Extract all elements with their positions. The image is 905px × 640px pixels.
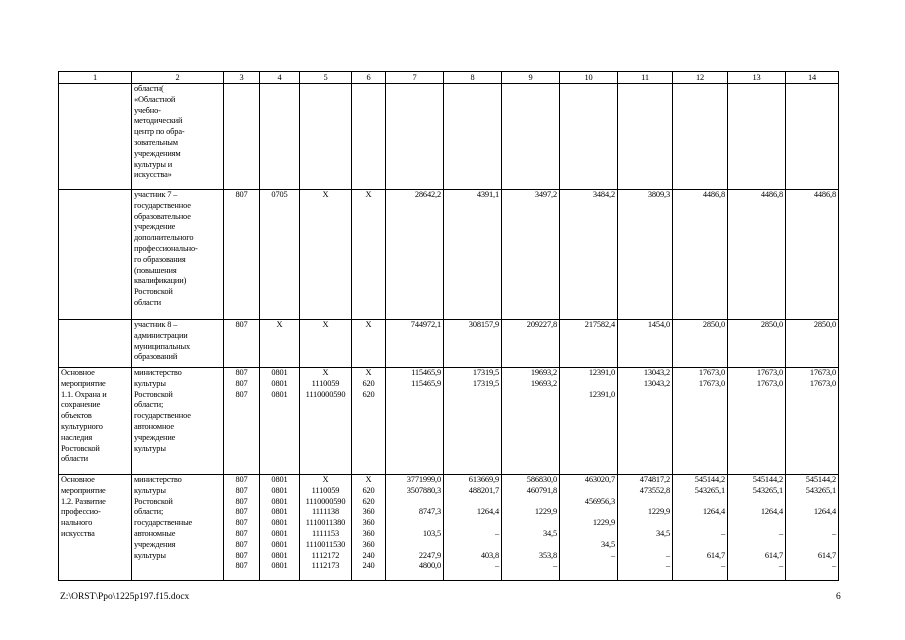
year-amount-cell — [502, 475, 560, 581]
grbs-code-cell: 807 — [224, 190, 260, 320]
table-row — [59, 475, 839, 581]
column-header: 3 — [224, 72, 260, 84]
total-amount-cell: 744972,1 — [386, 320, 444, 368]
column-header: 11 — [618, 72, 673, 84]
section-code-values: 0801 0801 0801 0801 0801 0801 0801 0801 0801 — [271, 475, 288, 571]
year-amount-cell — [618, 368, 673, 475]
year-amount-cell: 2850,0 — [728, 320, 786, 368]
total-amount-cell — [386, 84, 444, 190]
column-header: 12 — [673, 72, 728, 84]
grbs-code-cell: 807 — [224, 320, 260, 368]
year-amount-cell — [502, 84, 560, 190]
year-amount-cell: 3484,2 — [560, 190, 618, 320]
year-amount-cell — [728, 475, 786, 581]
page-number: 6 — [836, 592, 841, 602]
executor-cell: министерство культуры Ростовской области; государственное автономное учреждение культуры — [132, 368, 224, 475]
event-name-cell: Основное мероприятие 1.2. Развитие профессио- нального искусства — [59, 475, 132, 581]
event-name-cell: Основное мероприятие 1.1. Охрана и сохранение объектов культурного наследия Ростовской области — [59, 368, 132, 475]
amount-values: 586830,0 460791,8 1229,9 34,5 353,8 – — [526, 475, 557, 571]
table-row — [59, 368, 839, 475]
year-amount-cell — [673, 84, 728, 190]
column-header: 10 — [560, 72, 618, 84]
target-article-cell — [300, 368, 352, 475]
file-path-footer: Z:\ORST\Ppo\1225p197.f15.docx — [60, 592, 190, 602]
column-header: 14 — [786, 72, 839, 84]
amount-values: 17673,0 17673,0 — [698, 368, 725, 388]
expense-type-cell: X — [352, 190, 386, 320]
year-amount-cell — [618, 475, 673, 581]
expense-type-cell — [352, 368, 386, 475]
section-code-cell — [260, 475, 300, 581]
year-amount-cell — [786, 84, 839, 190]
target-article-cell — [300, 475, 352, 581]
expense-type-cell — [352, 475, 386, 581]
year-amount-cell: 1454,0 — [618, 320, 673, 368]
section-code-cell — [260, 84, 300, 190]
amount-values: 17673,0 17673,0 — [809, 368, 836, 388]
executor-cell: участник 8 – администрации муниципальных образований — [132, 320, 224, 368]
column-header: 1 — [59, 72, 132, 84]
amount-values: 13043,2 13043,2 — [643, 368, 670, 388]
amount-values: 545144,2 543265,1 1264,4 – 614,7 – — [752, 475, 783, 571]
executor-cell: областн( «Областной учебно- методический центр по обра- зовательным учреждениям культуры и искусства» — [132, 84, 224, 190]
year-amount-cell — [502, 368, 560, 475]
year-amount-cell: 308157,9 — [444, 320, 502, 368]
amount-values: 19693,2 19693,2 — [530, 368, 557, 388]
expense-type-cell — [352, 84, 386, 190]
table-row — [59, 320, 839, 368]
year-amount-cell: 4391,1 — [444, 190, 502, 320]
year-amount-cell: 3497,2 — [502, 190, 560, 320]
total-amount-cell: 28642,2 — [386, 190, 444, 320]
grbs-code-cell — [224, 84, 260, 190]
event-name-cell — [59, 190, 132, 320]
grbs-code-cell — [224, 368, 260, 475]
year-amount-cell — [560, 368, 618, 475]
column-header: 2 — [132, 72, 224, 84]
amount-values: 12391,0 12391,0 — [588, 368, 615, 399]
event-name-cell — [59, 84, 132, 190]
column-header: 13 — [728, 72, 786, 84]
year-amount-cell — [673, 475, 728, 581]
year-amount-cell: 2850,0 — [786, 320, 839, 368]
section-code-values: 0801 0801 0801 — [271, 368, 288, 399]
table-row — [59, 84, 839, 190]
target-article-cell: X — [300, 320, 352, 368]
year-amount-cell: 217582,4 — [560, 320, 618, 368]
target-article-values: X 1110059 1110000590 1111138 1110011380 1111153 1110011530 1112172 1112173 — [305, 475, 346, 571]
target-article-cell: X — [300, 190, 352, 320]
executor-cell: участник 7 – государственное образовательное учреждение дополнительного профессионально- го образования (повышения квалификации) Ростовской области — [132, 190, 224, 320]
executor-cell: министерство культуры Ростовской области; государственные автономные учреждения культуры — [132, 475, 224, 581]
section-code-cell: X — [260, 320, 300, 368]
amount-values: 545144,2 543265,1 1264,4 – 614,7 – — [805, 475, 836, 571]
year-amount-cell: 4486,8 — [673, 190, 728, 320]
expense-type-values: X 620 620 360 360 360 360 240 240 — [362, 475, 375, 571]
table-row — [59, 190, 839, 320]
year-amount-cell — [560, 84, 618, 190]
column-header: 9 — [502, 72, 560, 84]
amount-values: 545144,2 543265,1 1264,4 – 614,7 – — [694, 475, 725, 571]
amount-values: 115465,9 115465,9 — [411, 368, 441, 388]
year-amount-cell — [786, 475, 839, 581]
year-amount-cell — [444, 475, 502, 581]
target-article-values: X 1110059 1110000590 — [305, 368, 346, 399]
grbs-code-values: 807 807 807 — [235, 368, 248, 399]
column-header: 8 — [444, 72, 502, 84]
grbs-code-cell — [224, 475, 260, 581]
budget-table — [58, 71, 839, 581]
year-amount-cell — [786, 368, 839, 475]
amount-values: 17319,5 17319,5 — [472, 368, 499, 388]
year-amount-cell — [673, 368, 728, 475]
event-name-cell — [59, 320, 132, 368]
year-amount-cell: 4486,8 — [786, 190, 839, 320]
year-amount-cell: 3809,3 — [618, 190, 673, 320]
year-amount-cell — [560, 475, 618, 581]
column-header: 6 — [352, 72, 386, 84]
year-amount-cell — [728, 84, 786, 190]
amount-values: 463020,7 456956,3 1229,9 34,5 – — [584, 475, 615, 560]
section-code-cell: 0705 — [260, 190, 300, 320]
grbs-code-values: 807 807 807 807 807 807 807 807 807 — [235, 475, 248, 571]
column-header: 7 — [386, 72, 444, 84]
amount-values: 17673,0 17673,0 — [756, 368, 783, 388]
column-header: 4 — [260, 72, 300, 84]
expense-type-cell: X — [352, 320, 386, 368]
column-header: 5 — [300, 72, 352, 84]
target-article-cell — [300, 84, 352, 190]
amount-values: 613669,9 488201,7 1264,4 – 403,8 – — [468, 475, 499, 571]
total-amount-cell — [386, 368, 444, 475]
year-amount-cell: 209227,8 — [502, 320, 560, 368]
amount-values: 474817,2 473552,8 1229,9 34,5 – – — [639, 475, 670, 571]
year-amount-cell — [728, 368, 786, 475]
year-amount-cell: 4486,8 — [728, 190, 786, 320]
amount-values: 3771999,0 3507880,3 8747,3 103,5 2247,9 4800,0 — [406, 475, 441, 571]
table-header-row — [59, 72, 839, 84]
year-amount-cell — [444, 368, 502, 475]
year-amount-cell — [618, 84, 673, 190]
section-code-cell — [260, 368, 300, 475]
year-amount-cell — [444, 84, 502, 190]
total-amount-cell — [386, 475, 444, 581]
expense-type-values: X 620 620 — [362, 368, 375, 399]
year-amount-cell: 2850,0 — [673, 320, 728, 368]
